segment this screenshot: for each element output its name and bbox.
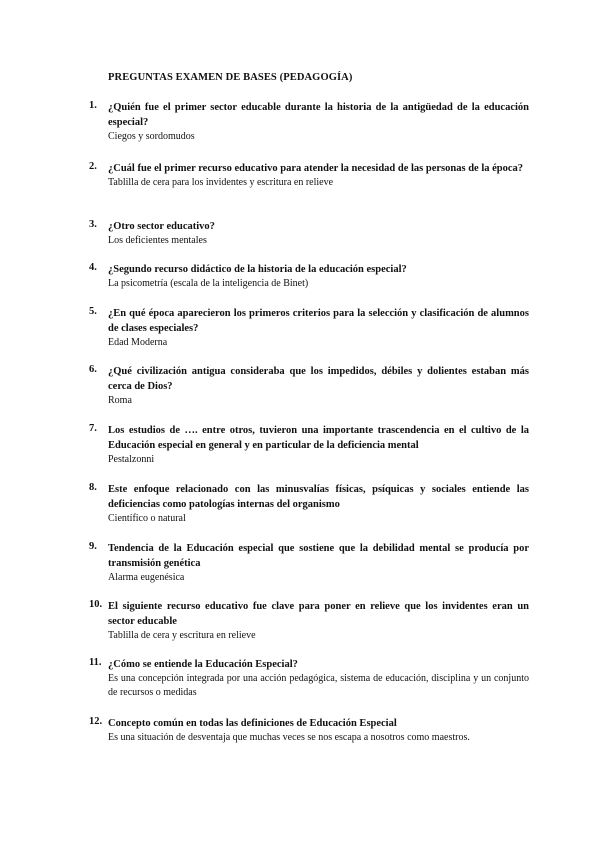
question-number: 6. bbox=[89, 364, 97, 375]
question-item-6 bbox=[89, 364, 529, 408]
answer-text: Científico o natural bbox=[108, 513, 186, 524]
answer-text: Ciegos y sordomudos bbox=[108, 131, 195, 142]
question-item-12 bbox=[89, 716, 529, 745]
answer-text: Edad Moderna bbox=[108, 337, 168, 348]
question-number: 10. bbox=[89, 599, 103, 610]
question-number: 11. bbox=[89, 657, 102, 668]
answer-text: Es una situación de desventaja que muchas veces se nos escapa a nosotros como maestros. bbox=[108, 732, 470, 743]
question-text: ¿Qué civilización antigua consideraba que los impedidos, débiles y dolientes estaban más cerca de Dios? bbox=[108, 366, 529, 392]
question-text: Los estudios de …. entre otros, tuvieron una importante trascendencia en el cultivo de la Educación especial en general y en particular de la deficiencia mental bbox=[108, 425, 529, 451]
question-text: Tendencia de la Educación especial que sostiene que la debilidad mental se producía por transmisión genética bbox=[108, 543, 529, 569]
question-item-9 bbox=[89, 541, 529, 585]
question-text: Este enfoque relacionado con las minusvalías físicas, psíquicas y sociales entiende las deficiencias como patologías internas del organismo bbox=[108, 484, 529, 510]
question-number: 8. bbox=[89, 482, 97, 493]
question-number: 5. bbox=[89, 306, 97, 317]
question-item-4 bbox=[89, 262, 529, 291]
answer-text: La psicometría (escala de la inteligencia de Binet) bbox=[108, 278, 309, 289]
answer-text: Roma bbox=[108, 395, 132, 406]
answer-text: Tablilla de cera para los invidentes y escritura en relieve bbox=[108, 177, 334, 188]
question-item-1 bbox=[89, 100, 529, 144]
question-text: ¿Otro sector educativo? bbox=[108, 221, 215, 232]
question-item-2 bbox=[89, 161, 529, 190]
question-item-11 bbox=[89, 657, 529, 700]
question-text: ¿Cuál fue el primer recurso educativo para atender la necesidad de las personas de la época? bbox=[108, 163, 524, 174]
question-item-3 bbox=[89, 219, 529, 248]
question-item-8 bbox=[89, 482, 529, 526]
question-number: 1. bbox=[89, 100, 97, 111]
question-text: ¿Quién fue el primer sector educable durante la historia de la antigüedad de la educación especial? bbox=[108, 102, 529, 128]
question-text: ¿Cómo se entiende la Educación Especial? bbox=[108, 659, 298, 670]
question-number: 2. bbox=[89, 161, 97, 172]
document-title: PREGUNTAS EXAMEN DE BASES (PEDAGOGÍA) bbox=[108, 72, 353, 83]
question-item-7 bbox=[89, 423, 529, 467]
answer-text: Tablilla de cera y escritura en relieve bbox=[108, 630, 256, 641]
question-text: ¿Segundo recurso didáctico de la historia de la educación especial? bbox=[108, 264, 407, 275]
question-number: 12. bbox=[89, 716, 103, 727]
question-number: 9. bbox=[89, 541, 97, 552]
question-text: Concepto común en todas las definiciones de Educación Especial bbox=[108, 718, 397, 729]
question-number: 7. bbox=[89, 423, 97, 434]
question-number: 3. bbox=[89, 219, 97, 230]
answer-text: Alarma eugenésica bbox=[108, 572, 185, 583]
question-item-5 bbox=[89, 306, 529, 350]
answer-text: Pestalzonni bbox=[108, 454, 155, 465]
question-text: El siguiente recurso educativo fue clave para poner en relieve que los invidentes eran un sector educable bbox=[108, 601, 529, 627]
question-number: 4. bbox=[89, 262, 97, 273]
question-text: ¿En qué época aparecieron los primeros criterios para la selección y clasificación de alumnos de clases especiales? bbox=[108, 308, 529, 334]
answer-text: Es una concepción integrada por una acción pedagógica, sistema de educación, disciplina y un conjunto de recursos o medidas bbox=[108, 673, 529, 698]
answer-text: Los deficientes mentales bbox=[108, 235, 207, 246]
question-item-10 bbox=[89, 599, 529, 643]
